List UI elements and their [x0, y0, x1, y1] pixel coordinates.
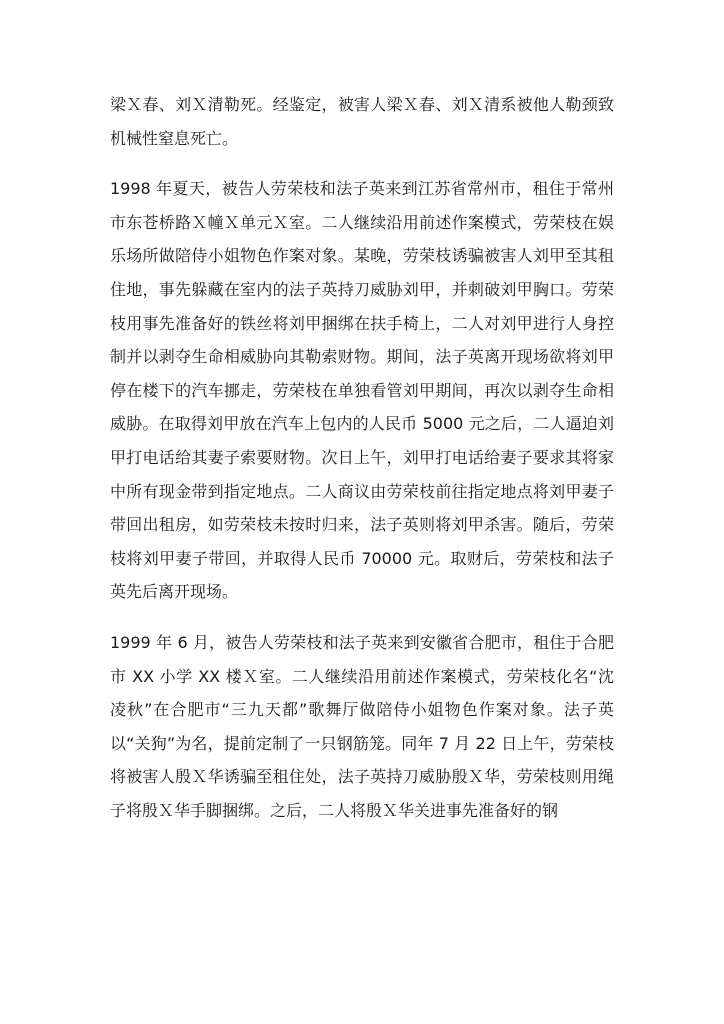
paragraph-2: 1998 年夏天，被告人劳荣枝和法子英来到江苏省常州市，租住于常州市东苍桥路Ｘ幢Ｘ单元Ｘ室。二人继续沿用前述作案模式，劳荣枝在娱乐场所做陪侍小姐物色作案对象。某晚，劳荣枝诱骗被害人刘甲至其租住地，事先躲藏在室内的法子英持刀威胁刘甲，并刺破刘甲胸口。劳荣枝用事先准备好的铁丝将刘甲捆绑在扶手椅上，二人对刘甲进行人身控制并以剥夺生命相威胁向其勒索财物。期间，法子英离开现场欲将刘甲停在楼下的汽车挪走，劳荣枝在单独看管刘甲期间，再次以剥夺生命相威胁。在取得刘甲放在汽车上包内的人民币 5000 元之后，二人逼迫刘甲打电话给其妻子索要财物。次日上午，刘甲打电话给妻子要求其将家中所有现金带到指定地点。二人商议由劳荣枝前往指定地点将刘甲妻子带回出租房，如劳荣枝未按时归来，法子英则将刘甲杀害。随后，劳荣枝将刘甲妻子带回，并取得人民币 70000 元。取财后，劳荣枝和法子英先后离开现场。 [110, 179, 614, 602]
document-page [110, 88, 614, 827]
paragraph-1: 梁Ｘ春、刘Ｘ清勒死。经鉴定，被害人梁Ｘ春、刘Ｘ清系被他人勒颈致机械性窒息死亡。 [110, 95, 614, 148]
paragraph-3: 1999 年 6 月，被告人劳荣枝和法子英来到安徽省合肥市，租住于合肥市 XX 小学 XX 楼Ｘ室。二人继续沿用前述作案模式，劳荣枝化名“沈凌秋”在合肥市“三九天都”歌舞厅做陪侍小姐物色作案对象。法子英以“关狗”为名，提前定制了一只钢筋笼。同年 7 月 22 日上午，劳荣枝将被害人殷Ｘ华诱骗至租住处，法子英持刀威胁殷Ｘ华，劳荣枝则用绳子将殷Ｘ华手脚捆绑。之后，二人将殷Ｘ华关进事先准备好的钢 [110, 632, 614, 820]
